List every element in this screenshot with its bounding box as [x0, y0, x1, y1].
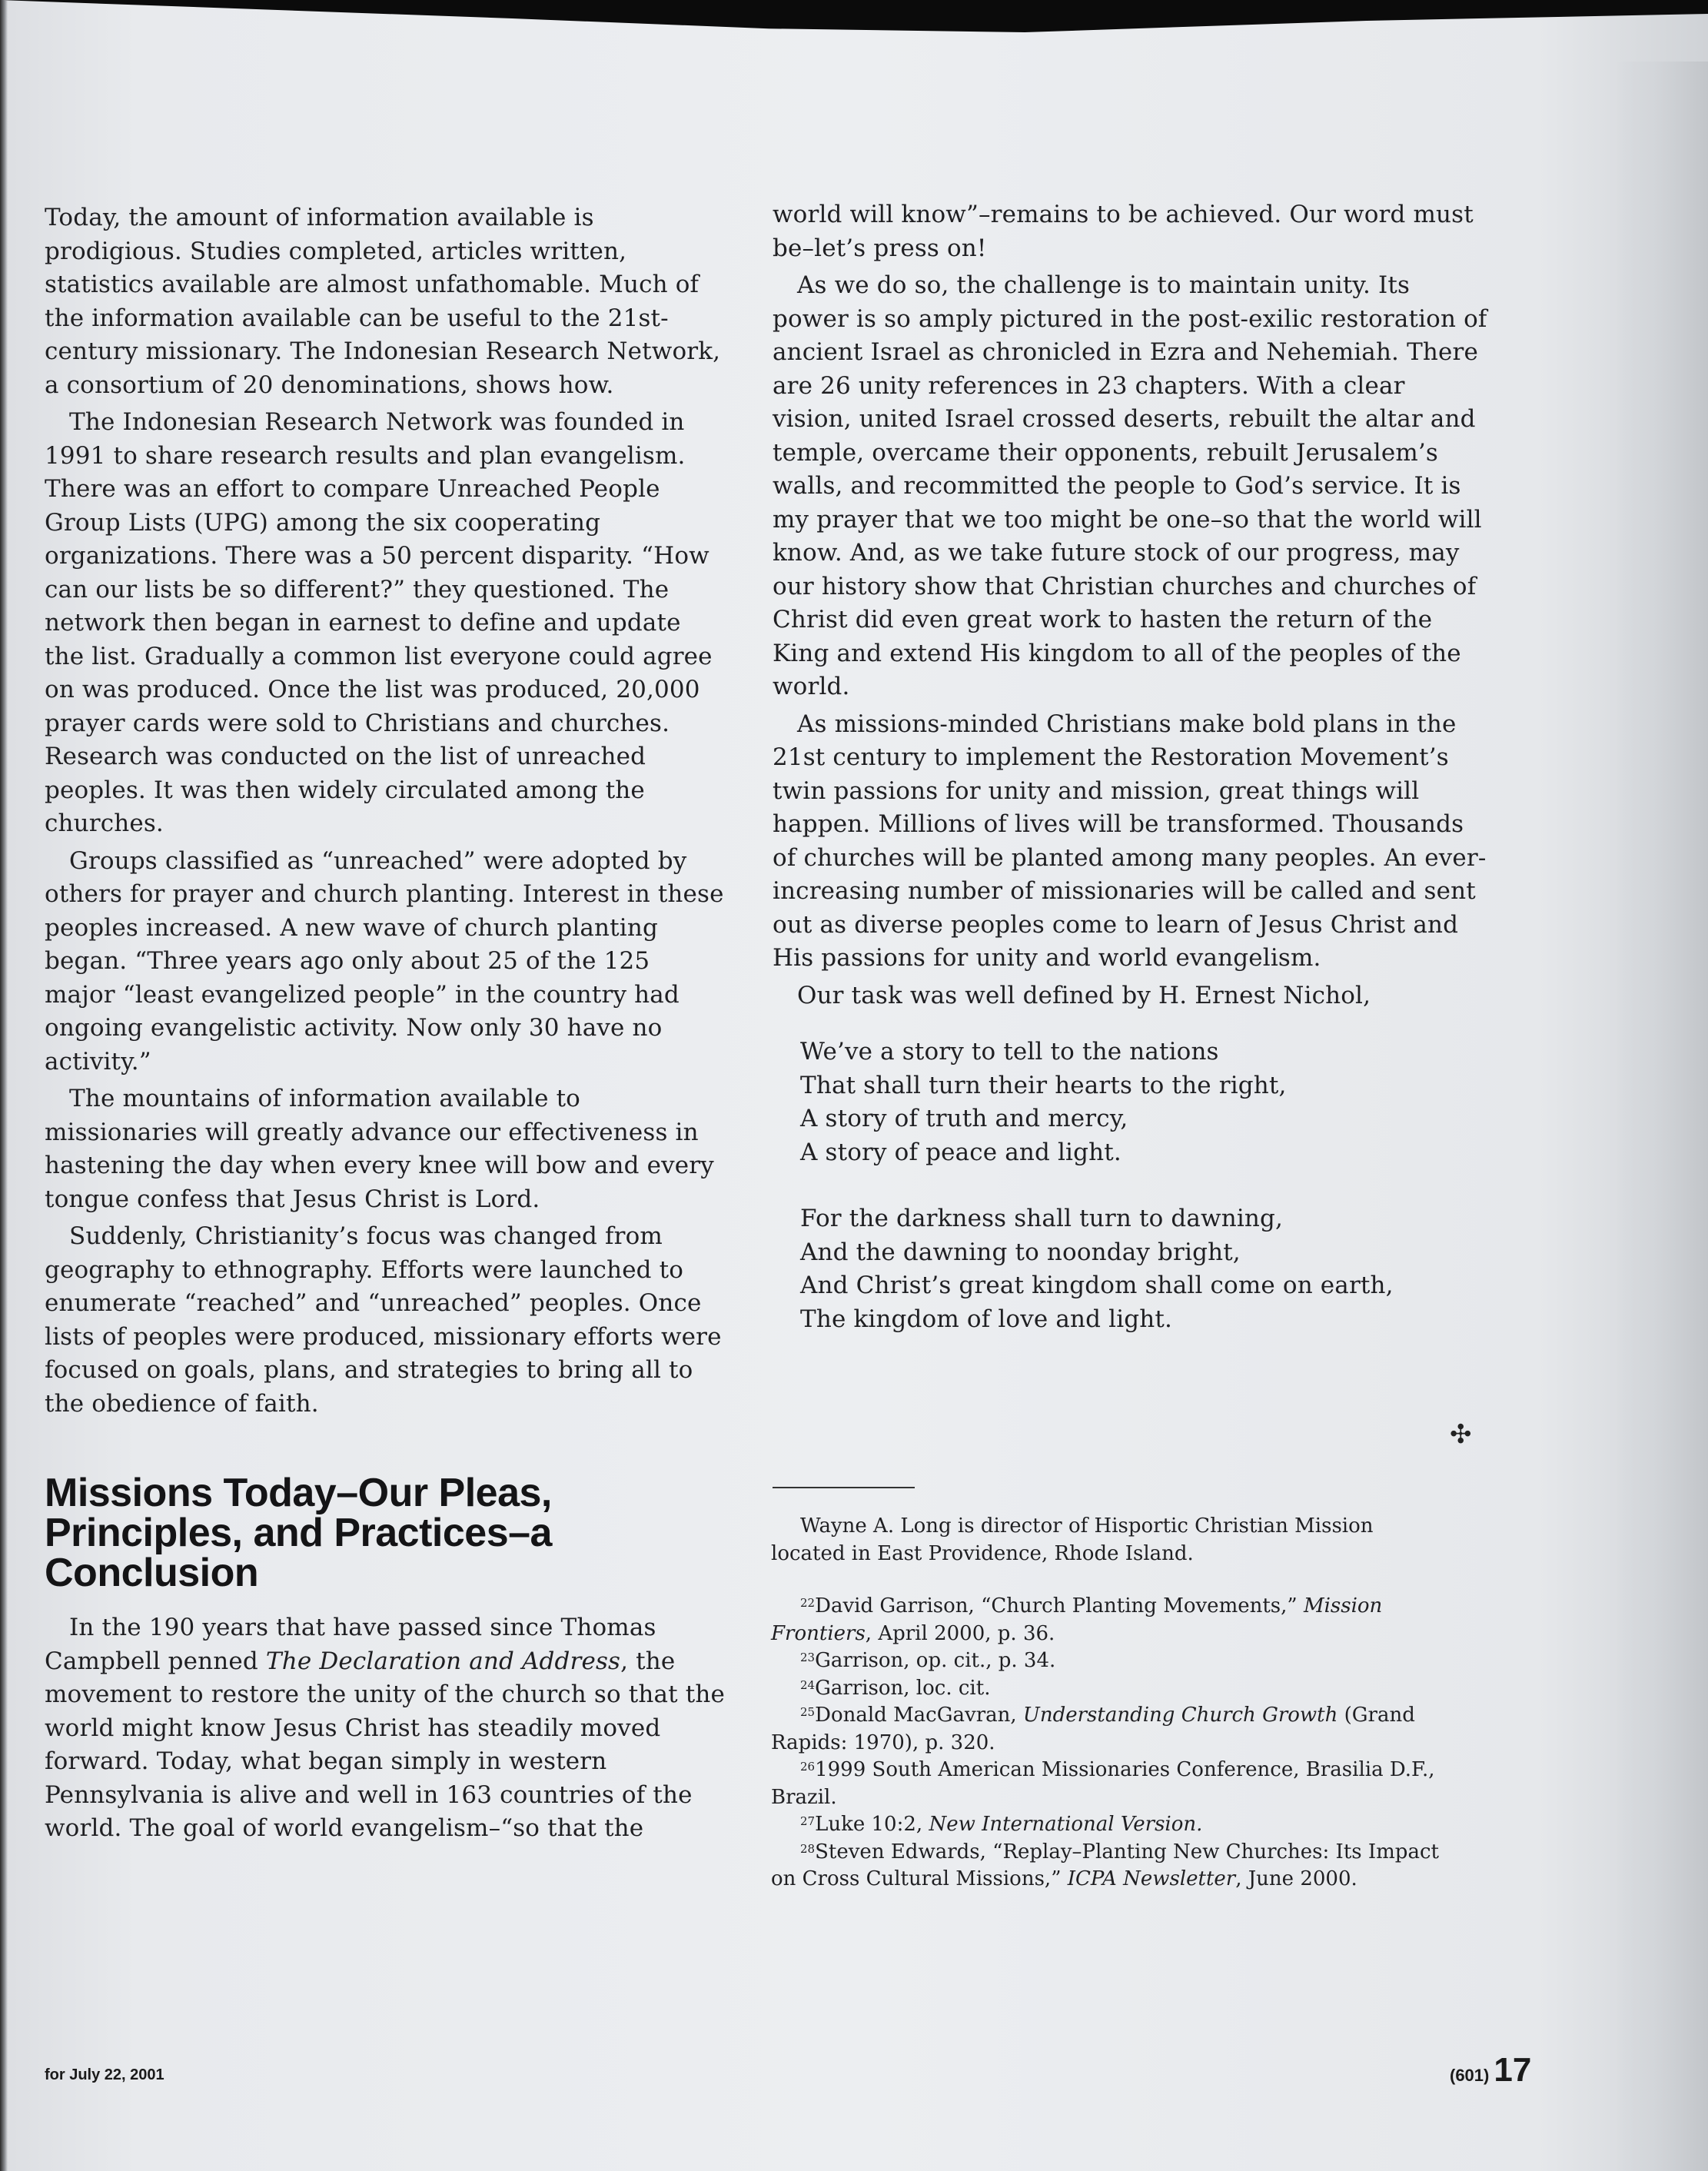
- paragraph: Today, the amount of information available is prodigious. Studies completed, articles written, statistics available are almost unfathomable. Much of the information available can be useful to the 21st-century missionary. The Indonesian Research Network, a consortium of 20 denominations, shows how.: [45, 204, 721, 399]
- footnote-title: ICPA Newsletter: [1067, 1867, 1236, 1890]
- footnote-text: Donald MacGavran,: [815, 1704, 1023, 1727]
- scan-left-edge: [0, 0, 8, 2171]
- poem-line: A story of truth and mercy,: [800, 1105, 1128, 1132]
- text-run: , the movement to restore the unity of the church so that the world might know Jesus Christ has steadily moved forward. Today, what began simply in western Pennsylvania is alive and well in 163 countries of the world. The goal of world evangelism–“so that the: [45, 1647, 725, 1842]
- page-folio: [1450, 2051, 1531, 2090]
- footnote-text: , April 2000, p. 36.: [865, 1621, 1055, 1645]
- footnote-text: Garrison, loc. cit.: [815, 1676, 991, 1700]
- footnote: [771, 1839, 1447, 1893]
- footnote-text: Garrison, op. cit., p. 34.: [815, 1649, 1056, 1672]
- section-paragraph: [45, 1611, 727, 1846]
- paragraph: Suddenly, Christianity’s focus was changed from geography to ethnography. Efforts were launched to enumerate “reached” and “unreached” peoples. Once lists of peoples were produced, missionary efforts were focused on goals, plans, and strategies to bring all to the obedience of faith.: [45, 1222, 722, 1418]
- footnote: [771, 1702, 1447, 1757]
- footnote-text: , June 2000.: [1235, 1867, 1357, 1890]
- book-title: The Declaration and Address: [265, 1647, 621, 1675]
- page-number: 17: [1494, 2051, 1532, 2089]
- paragraph: Our task was well defined by H. Ernest Nichol,: [797, 981, 1371, 1009]
- footnote: [771, 1675, 1447, 1703]
- footnote-number: 27: [800, 1814, 816, 1828]
- poem-line: A story of peace and light.: [800, 1138, 1121, 1166]
- poem: [800, 1036, 1491, 1336]
- author-bio: Wayne A. Long is director of Hisportic Christian Mission located in East Providence, Rhode Island.: [771, 1514, 1374, 1565]
- footnote-number: 23: [800, 1651, 816, 1664]
- footnote-text: 1999 South American Missionaries Conference, Brasilia D.F., Brazil.: [771, 1758, 1435, 1809]
- notes-block: [771, 1513, 1447, 1893]
- paragraph: The mountains of information available to missionaries will greatly advance our effectiveness in hastening the day when every knee will bow and every tongue confess that Jesus Christ is Lord.: [45, 1085, 714, 1213]
- footnote-number: 25: [800, 1705, 816, 1719]
- footnote-number: 26: [800, 1760, 816, 1774]
- footnote-text: Steven Edwards, “Replay–Planting New Churches: Its Impact on Cross Cultural Missions,”: [771, 1840, 1439, 1890]
- footnote-number: 22: [800, 1596, 816, 1610]
- paragraph: As we do so, the challenge is to maintain unity. Its power is so amply pictured in the post-exilic restoration of ancient Israel as chronicled in Ezra and Nehemiah. There are 26 unity references in 23 chapters. With a clear vision, united Israel crossed deserts, rebuilt the altar and temple, overcame their opponents, rebuilt Jerusalem’s walls, and recommitted the people to God’s service. It is my prayer that we too might be one–so that the world will know. And, as we take future stock of our progress, may our history show that Christian churches and churches of Christ did even great work to hasten the return of the King and extend His kingdom to all of the peoples of the world.: [773, 271, 1487, 700]
- footnote-title: Mission Frontiers: [771, 1594, 1383, 1645]
- poem-line: And the dawning to noonday bright,: [800, 1238, 1241, 1266]
- paragraph: As missions-minded Christians make bold plans in the 21st century to implement the Restoration Movement’s twin passions for unity and mission, great things will happen. Millions of lives will be transformed. Thousands of churches will be planted among many peoples. An ever-increasing number of missionaries will be called and sent out as diverse peoples come to learn of Jesus Christ and His passions for unity and world evangelism.: [773, 710, 1487, 972]
- poem-stanza: [800, 1202, 1491, 1336]
- paragraph: The Indonesian Research Network was founded in 1991 to share research results and plan evangelism. There was an effort to compare Unreached People Group Lists (UPG) among the six cooperating organizations. There was a 50 percent disparity. “How can our lists be so different?” they questioned. The network then began in earnest to define and update the list. Gradually a common list everyone could agree on was produced. Once the list was produced, 20,000 prayer cards were sold to Christians and churches. Research was conducted on the list of unreached peoples. It was then widely circulated among the churches.: [45, 408, 713, 837]
- footnote-title: Understanding Church Growth: [1022, 1704, 1338, 1727]
- scan-right-edge: [1616, 62, 1708, 2171]
- folio-code: (601): [1450, 2066, 1490, 2085]
- issue-date: for July 22, 2001: [45, 2066, 164, 2083]
- paragraph: world will know”–remains to be achieved. Our word must be–let’s press on!: [773, 201, 1474, 262]
- footnote-list: [771, 1593, 1447, 1893]
- scan-top-shadow: [0, 0, 1708, 46]
- footnote-text: David Garrison, “Church Planting Movements,”: [815, 1594, 1304, 1617]
- poem-line: And Christ’s great kingdom shall come on earth,: [800, 1272, 1394, 1299]
- footnote-title: New International Version.: [929, 1813, 1203, 1836]
- paragraph: Groups classified as “unreached” were adopted by others for prayer and church planting. Interest in these peoples increased. A new wave of church planting began. “Three years ago only about 25 of the 125 major “least evangelized people” in the country had ongoing evangelistic activity. Now only 30 have no activity.”: [45, 846, 724, 1076]
- text-run: In the 190 years that have passed since Thomas Campbell penned: [45, 1614, 656, 1675]
- footnote: [771, 1757, 1447, 1811]
- footnote-text: (Grand Rapids: 1970), p. 320.: [771, 1704, 1415, 1754]
- footnote-number: 24: [800, 1677, 816, 1692]
- right-column: [773, 198, 1491, 1369]
- poem-line: For the darkness shall turn to dawning,: [800, 1205, 1284, 1232]
- poem-stanza: [800, 1036, 1491, 1169]
- section-heading: Missions Today–Our Pleas, Principles, and Practices–a Conclusion: [45, 1471, 552, 1595]
- footnote-number: 28: [800, 1841, 816, 1856]
- poem-line: That shall turn their hearts to the right,: [800, 1071, 1287, 1099]
- footnote: [771, 1811, 1447, 1839]
- footnote: [771, 1647, 1447, 1675]
- footnote: [771, 1593, 1447, 1647]
- left-column: [45, 201, 727, 1850]
- poem-line: We’ve a story to tell to the nations: [800, 1038, 1219, 1066]
- footnote-divider: [773, 1487, 915, 1488]
- end-of-article-icon: ✣: [1450, 1419, 1472, 1450]
- poem-line: The kingdom of love and light.: [800, 1305, 1172, 1333]
- footnote-text: Luke 10:2,: [815, 1813, 929, 1836]
